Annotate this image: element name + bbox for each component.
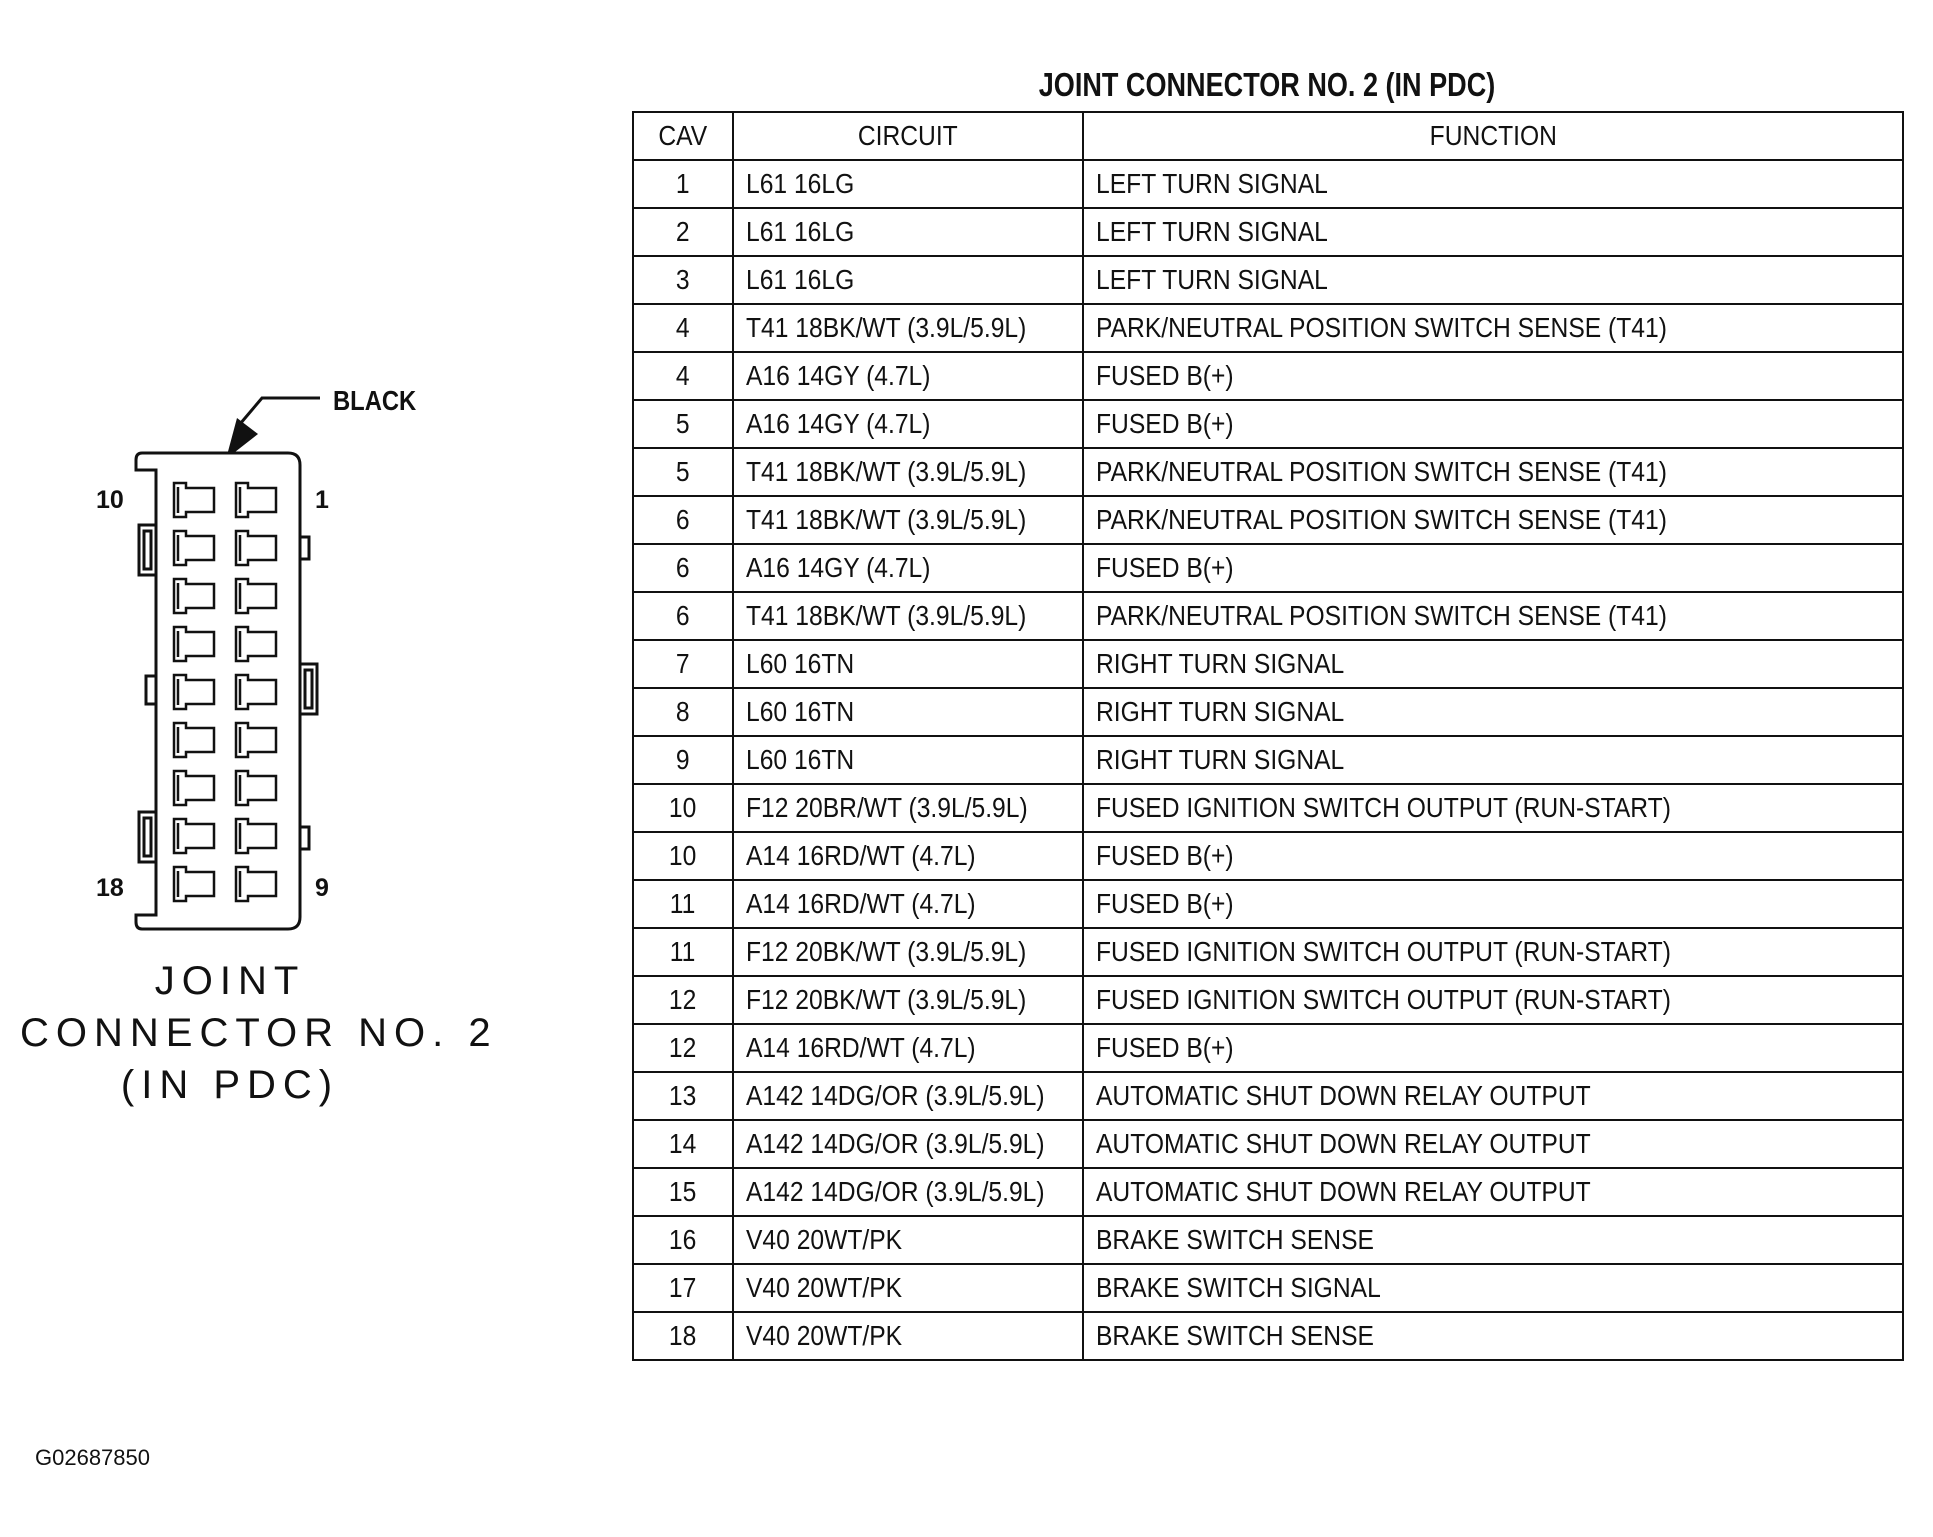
function-cell: PARK/NEUTRAL POSITION SWITCH SENSE (T41) [1083, 448, 1903, 496]
circuit-cell: F12 20BK/WT (3.9L/5.9L) [733, 976, 1083, 1024]
terminal-cavity [236, 867, 276, 901]
function-cell: RIGHT TURN SIGNAL [1083, 688, 1903, 736]
terminal-cavity [236, 771, 276, 805]
image-code: G02687850 [35, 1445, 150, 1470]
circuit-cell: T41 18BK/WT (3.9L/5.9L) [733, 496, 1083, 544]
table-row [633, 784, 1903, 832]
table-row [633, 1072, 1903, 1120]
table-row [633, 544, 1903, 592]
cav-cell: 6 [633, 496, 733, 544]
function-cell: FUSED B(+) [1083, 832, 1903, 880]
terminal-cavity [174, 675, 214, 709]
function-cell: BRAKE SWITCH SENSE [1083, 1216, 1903, 1264]
function-cell: FUSED B(+) [1083, 352, 1903, 400]
caption-line: JOINT [154, 959, 306, 1003]
circuit-cell: A142 14DG/OR (3.9L/5.9L) [733, 1120, 1083, 1168]
cav-cell: 5 [633, 400, 733, 448]
cav-cell: 2 [633, 208, 733, 256]
terminal-cavity [236, 675, 276, 709]
table-row [633, 304, 1903, 352]
function-cell: FUSED IGNITION SWITCH OUTPUT (RUN-START) [1083, 784, 1903, 832]
header-cav: CAV [633, 112, 733, 160]
circuit-cell: T41 18BK/WT (3.9L/5.9L) [733, 592, 1083, 640]
function-cell: FUSED B(+) [1083, 400, 1903, 448]
circuit-cell: L61 16LG [733, 160, 1083, 208]
table-row [633, 640, 1903, 688]
terminal-cavity [174, 531, 214, 565]
terminal-cavity [236, 531, 276, 565]
cav-cell: 9 [633, 736, 733, 784]
table-row [633, 448, 1903, 496]
terminal-cavity [174, 627, 214, 661]
function-cell: BRAKE SWITCH SIGNAL [1083, 1264, 1903, 1312]
circuit-cell: L60 16TN [733, 688, 1083, 736]
circuit-cell: A142 14DG/OR (3.9L/5.9L) [733, 1168, 1083, 1216]
circuit-cell: A14 16RD/WT (4.7L) [733, 1024, 1083, 1072]
function-cell: AUTOMATIC SHUT DOWN RELAY OUTPUT [1083, 1168, 1903, 1216]
function-cell: LEFT TURN SIGNAL [1083, 256, 1903, 304]
table-row [633, 592, 1903, 640]
cav-cell: 4 [633, 304, 733, 352]
function-cell: FUSED B(+) [1083, 880, 1903, 928]
terminal-cavity [236, 819, 276, 853]
terminal-cavity [174, 579, 214, 613]
function-cell: FUSED IGNITION SWITCH OUTPUT (RUN-START) [1083, 976, 1903, 1024]
table-row [633, 976, 1903, 1024]
cav-cell: 16 [633, 1216, 733, 1264]
cav-cell: 3 [633, 256, 733, 304]
table-row [633, 1168, 1903, 1216]
cav-cell: 4 [633, 352, 733, 400]
function-cell: RIGHT TURN SIGNAL [1083, 640, 1903, 688]
table-row [633, 400, 1903, 448]
circuit-cell: V40 20WT/PK [733, 1264, 1083, 1312]
header-circuit: CIRCUIT [733, 112, 1083, 160]
terminal-cavity [174, 723, 214, 757]
cav-cell: 12 [633, 1024, 733, 1072]
circuit-cell: A142 14DG/OR (3.9L/5.9L) [733, 1072, 1083, 1120]
pin-label-top-left: 10 [96, 486, 124, 514]
cav-cell: 7 [633, 640, 733, 688]
function-cell: PARK/NEUTRAL POSITION SWITCH SENSE (T41) [1083, 592, 1903, 640]
circuit-cell: A16 14GY (4.7L) [733, 544, 1083, 592]
function-cell: FUSED IGNITION SWITCH OUTPUT (RUN-START) [1083, 928, 1903, 976]
table-row [633, 256, 1903, 304]
cav-cell: 11 [633, 880, 733, 928]
terminal-cavity [174, 819, 214, 853]
cav-cell: 13 [633, 1072, 733, 1120]
circuit-cell: F12 20BK/WT (3.9L/5.9L) [733, 928, 1083, 976]
table-row [633, 1120, 1903, 1168]
pin-label-bottom-right: 9 [315, 874, 329, 902]
table-row [633, 496, 1903, 544]
pin-label-bottom-left: 18 [96, 874, 124, 902]
circuit-cell: L61 16LG [733, 256, 1083, 304]
cav-cell: 15 [633, 1168, 733, 1216]
cav-cell: 17 [633, 1264, 733, 1312]
function-cell: LEFT TURN SIGNAL [1083, 160, 1903, 208]
terminal-cavity [236, 579, 276, 613]
color-callout-label: BLACK [333, 384, 417, 417]
table-row [633, 928, 1903, 976]
cav-cell: 11 [633, 928, 733, 976]
table-row [633, 736, 1903, 784]
cav-cell: 12 [633, 976, 733, 1024]
table-row [633, 1264, 1903, 1312]
table-header-row [633, 112, 1903, 160]
circuit-cell: A16 14GY (4.7L) [733, 352, 1083, 400]
function-cell: FUSED B(+) [1083, 544, 1903, 592]
terminal-cavity [236, 627, 276, 661]
terminal-cavity [174, 867, 214, 901]
circuit-cell: T41 18BK/WT (3.9L/5.9L) [733, 448, 1083, 496]
circuit-cell: L60 16TN [733, 736, 1083, 784]
circuit-cell: A14 16RD/WT (4.7L) [733, 832, 1083, 880]
function-cell: AUTOMATIC SHUT DOWN RELAY OUTPUT [1083, 1120, 1903, 1168]
circuit-cell: A16 14GY (4.7L) [733, 400, 1083, 448]
table-title: JOINT CONNECTOR NO. 2 (IN PDC) [1038, 66, 1496, 103]
table-row [633, 352, 1903, 400]
terminal-cavity [174, 771, 214, 805]
circuit-cell: L61 16LG [733, 208, 1083, 256]
circuit-cell: A14 16RD/WT (4.7L) [733, 880, 1083, 928]
table-row [633, 688, 1903, 736]
circuit-cell: L60 16TN [733, 640, 1083, 688]
cav-cell: 14 [633, 1120, 733, 1168]
terminal-cavity [236, 483, 276, 517]
cav-cell: 1 [633, 160, 733, 208]
function-cell: RIGHT TURN SIGNAL [1083, 736, 1903, 784]
cav-cell: 10 [633, 784, 733, 832]
table-row [633, 160, 1903, 208]
table-row [633, 208, 1903, 256]
cav-cell: 5 [633, 448, 733, 496]
table-row [633, 1312, 1903, 1360]
table-row [633, 1024, 1903, 1072]
pin-label-top-right: 1 [315, 486, 329, 514]
circuit-cell: F12 20BR/WT (3.9L/5.9L) [733, 784, 1083, 832]
circuit-cell: T41 18BK/WT (3.9L/5.9L) [733, 304, 1083, 352]
cav-cell: 6 [633, 544, 733, 592]
function-cell: AUTOMATIC SHUT DOWN RELAY OUTPUT [1083, 1072, 1903, 1120]
table-row [633, 1216, 1903, 1264]
caption-line: (IN PDC) [120, 1063, 340, 1107]
circuit-cell: V40 20WT/PK [733, 1312, 1083, 1360]
function-cell: PARK/NEUTRAL POSITION SWITCH SENSE (T41) [1083, 496, 1903, 544]
connector-caption [20, 955, 498, 1111]
cav-cell: 18 [633, 1312, 733, 1360]
function-cell: BRAKE SWITCH SENSE [1083, 1312, 1903, 1360]
cav-cell: 8 [633, 688, 733, 736]
circuit-cell: V40 20WT/PK [733, 1216, 1083, 1264]
table-row [633, 880, 1903, 928]
cav-cell: 10 [633, 832, 733, 880]
cav-cell: 6 [633, 592, 733, 640]
terminal-cavity [236, 723, 276, 757]
terminal-cavity [174, 483, 214, 517]
header-function: FUNCTION [1083, 112, 1903, 160]
callout-leader-line [240, 398, 320, 424]
function-cell: PARK/NEUTRAL POSITION SWITCH SENSE (T41) [1083, 304, 1903, 352]
caption-line: CONNECTOR NO. 2 [20, 1011, 498, 1055]
pinout-table [632, 111, 1904, 1361]
function-cell: LEFT TURN SIGNAL [1083, 208, 1903, 256]
function-cell: FUSED B(+) [1083, 1024, 1903, 1072]
table-row [633, 832, 1903, 880]
